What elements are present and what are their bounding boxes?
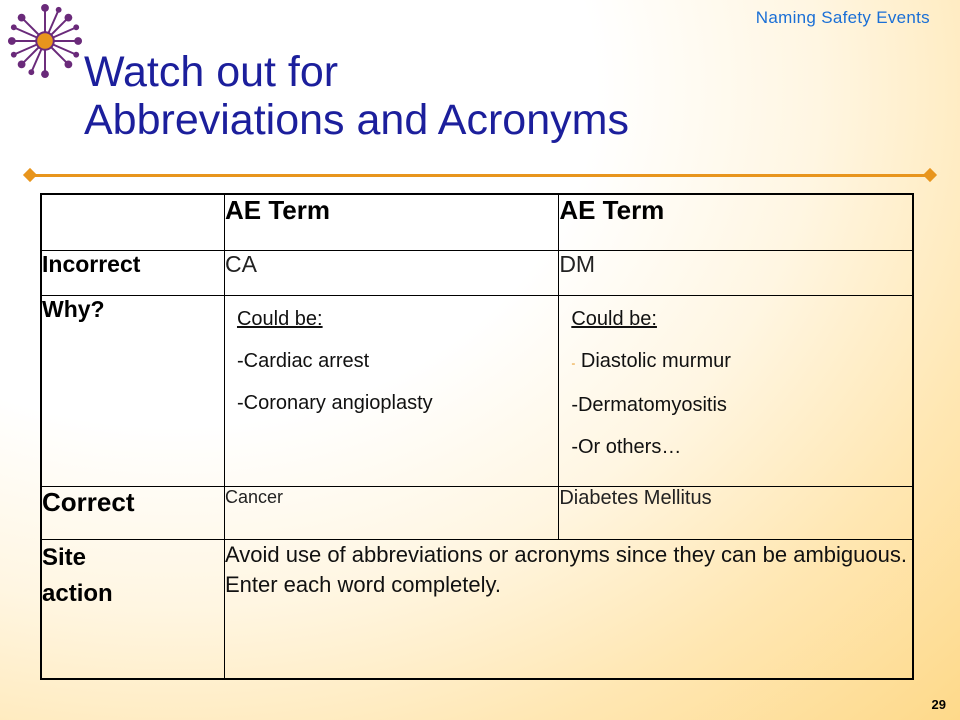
- why-1-item: -Coronary angioplasty: [236, 392, 433, 414]
- site-action-label: [41, 540, 224, 680]
- network-star-logo-icon: [6, 2, 84, 80]
- header-ae-term-1: AE Term: [224, 194, 558, 251]
- incorrect-label: Incorrect: [41, 251, 224, 296]
- title-divider: [30, 174, 930, 177]
- slide-title-line-2: Abbreviations and Acronyms: [84, 96, 629, 144]
- correct-term-2: Diabetes Mellitus: [559, 487, 913, 540]
- correct-term-1: Cancer: [224, 487, 558, 540]
- table-header-row: [41, 194, 913, 251]
- why-2-item: [571, 340, 912, 384]
- bullet-dash: -: [571, 356, 576, 370]
- incorrect-term-1: CA: [224, 251, 558, 296]
- site-action-text: Avoid use of abbreviations or acronyms since they can be ambiguous. Enter each word completely.: [224, 540, 913, 680]
- slide-topic: Naming Safety Events: [755, 8, 930, 27]
- header-ae-term-2: AE Term: [559, 194, 913, 251]
- why-label: Why?: [41, 296, 224, 487]
- correct-row: [41, 487, 913, 540]
- header-empty-cell: [41, 194, 224, 251]
- slide-title: [84, 48, 629, 144]
- abbreviation-table: [40, 193, 914, 680]
- site-action-label-line-1: Site: [42, 544, 87, 571]
- why-row: [41, 296, 913, 487]
- why-1-item: -Cardiac arrest: [236, 350, 370, 372]
- why-cell-1: [224, 296, 558, 487]
- correct-label: Correct: [41, 487, 224, 540]
- site-action-row: [41, 540, 913, 680]
- site-action-label-line-2: action: [42, 580, 113, 607]
- why-2-item-text: Diastolic murmur: [580, 350, 731, 372]
- why-2-item: -Or others…: [571, 436, 682, 458]
- divider-left-diamond-icon: [23, 168, 37, 182]
- why-2-item: -Dermatomyositis: [571, 394, 727, 416]
- divider-right-diamond-icon: [923, 168, 937, 182]
- slide-title-line-1: Watch out for: [84, 48, 339, 96]
- page-number: 29: [931, 697, 946, 712]
- incorrect-term-2: DM: [559, 251, 913, 296]
- why-cell-2: [559, 296, 913, 487]
- why-1-intro: Could be:: [236, 308, 323, 330]
- why-2-intro: Could be:: [571, 308, 657, 330]
